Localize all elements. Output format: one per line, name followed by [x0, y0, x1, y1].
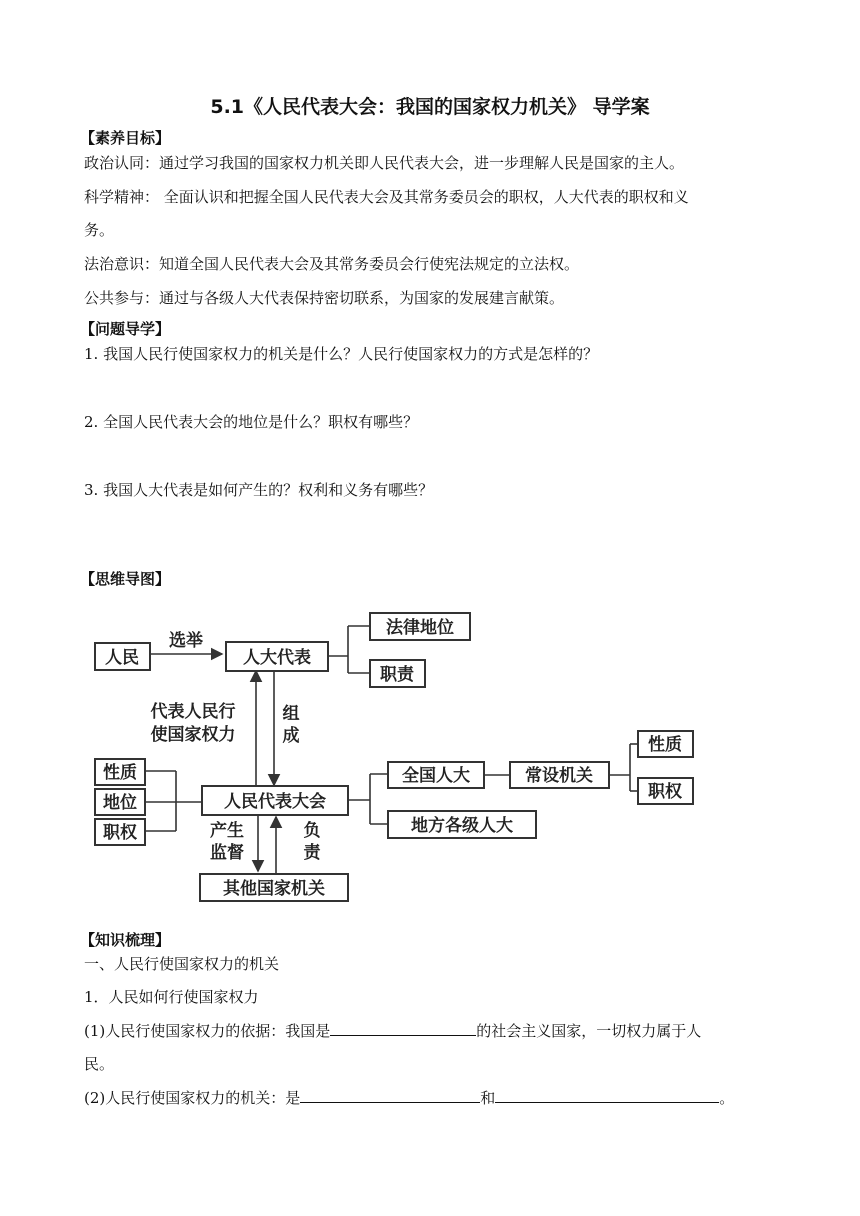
- node-standing: [510, 762, 609, 788]
- knowledge-heading: 【知识梳理】: [80, 931, 171, 949]
- node-deputy: [226, 642, 328, 671]
- node-people: [95, 643, 150, 670]
- node-duty: [370, 660, 425, 687]
- svg-text:常设机关: 常设机关: [525, 766, 593, 786]
- svg-text:人民: 人民: [105, 648, 139, 668]
- node-powers: [95, 819, 145, 845]
- node-nature: [95, 759, 145, 785]
- goal-line-2: 科学精神： 全面认识和把握全国人民代表大会及其常务委员会的职权，人大代表的职权和义: [84, 188, 689, 206]
- question-1: 1. 我国人民行使国家权力的机关是什么？人民行使国家权力的方式是怎样的？: [84, 345, 599, 363]
- goals-heading: 【素养目标】: [80, 129, 171, 147]
- svg-text:性质: 性质: [648, 735, 682, 755]
- question-2: 2. 全国人民代表大会的地位是什么？职权有哪些？: [84, 413, 419, 431]
- mind-map-diagram: [90, 605, 710, 905]
- svg-text:职责: 职责: [380, 665, 414, 685]
- node-local: [388, 811, 536, 838]
- blank-field[interactable]: [300, 1088, 480, 1103]
- node-npc: [388, 762, 484, 788]
- label-represent-1: 代表人民行: [150, 702, 236, 722]
- goal-line-1: 政治认同：通过学习我国的国家权力机关即人民代表大会，进一步理解人民是国家的主人。: [84, 154, 685, 172]
- questions-heading: 【问题导学】: [80, 320, 171, 338]
- svg-text:全国人大: 全国人大: [402, 766, 470, 786]
- knowledge-item-1-cont: 民。: [84, 1055, 115, 1073]
- svg-text:职权: 职权: [648, 782, 682, 802]
- node-congress: [202, 786, 348, 815]
- label-represent-2: 使国家权力: [150, 725, 236, 745]
- knowledge-item-1: (1)人民行使国家权力的依据：我国是 的社会主义国家，一切权力属于人: [84, 1022, 702, 1040]
- goal-line-4: 法治意识：知道全国人民代表大会及其常务委员会行使宪法规定的立法权。: [84, 255, 580, 273]
- svg-text:性质: 性质: [103, 763, 137, 783]
- blank-field[interactable]: [495, 1088, 719, 1103]
- svg-text:人民代表大会: 人民代表大会: [224, 792, 326, 812]
- knowledge-sub-1: 1．人民如何行使国家权力: [84, 988, 259, 1006]
- label-responsible-2: 责: [303, 843, 321, 863]
- knowledge-section-1: 一、人民行使国家权力的机关: [84, 955, 280, 973]
- blank-field[interactable]: [330, 1021, 476, 1036]
- knowledge-item-2: (2)人民行使国家权力的机关：是 和 。: [84, 1089, 735, 1107]
- label-elect: 选举: [169, 631, 203, 651]
- svg-text:人大代表: 人大代表: [243, 648, 311, 668]
- page-title: 5.1《人民代表大会：我国的国家权力机关》 导学案: [210, 96, 650, 118]
- svg-text:地方各级人大: 地方各级人大: [411, 816, 513, 836]
- goal-line-3: 务。: [84, 221, 115, 239]
- label-compose-1: 组: [282, 704, 300, 724]
- mindmap-heading: 【思维导图】: [80, 570, 171, 588]
- svg-text:法律地位: 法律地位: [386, 618, 454, 638]
- node-status: [95, 789, 145, 815]
- node-nature2: [638, 731, 693, 757]
- label-compose-2: 成: [282, 726, 300, 746]
- svg-text:地位: 地位: [103, 793, 137, 813]
- label-produce: 产生: [210, 821, 244, 841]
- label-supervise: 监督: [210, 843, 244, 863]
- node-other-organs: [200, 874, 348, 901]
- label-responsible-1: 负: [303, 821, 321, 841]
- node-powers2: [638, 778, 693, 804]
- goal-line-5: 公共参与：通过与各级人大代表保持密切联系，为国家的发展建言献策。: [84, 289, 565, 307]
- svg-text:职权: 职权: [103, 823, 137, 843]
- node-legal-status: [370, 613, 470, 640]
- question-3: 3. 我国人大代表是如何产生的？权利和义务有哪些？: [84, 481, 434, 499]
- svg-text:其他国家机关: 其他国家机关: [223, 879, 325, 899]
